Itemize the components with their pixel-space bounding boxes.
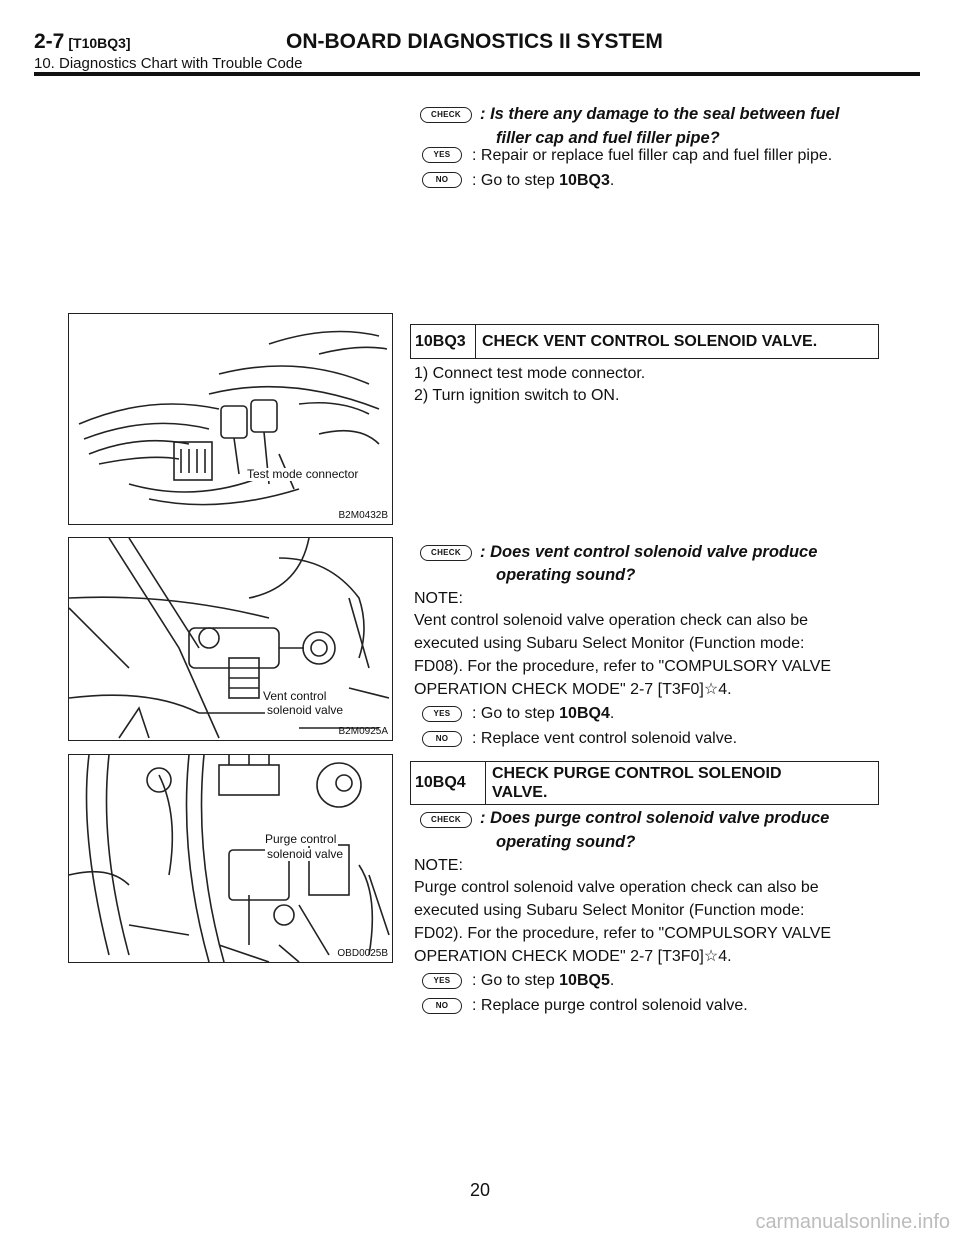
- check-icon: CHECK: [420, 812, 472, 828]
- note-line: FD02). For the procedure, refer to "COMPULSORY VALVE: [414, 925, 832, 942]
- figure-label-line1: Purge control: [265, 832, 337, 846]
- figure-label: Test mode connector: [247, 467, 359, 481]
- figure-code: B2M0432B: [338, 510, 388, 521]
- yes-icon: YES: [422, 706, 462, 722]
- section-number: 2-7 [T10BQ3]: [34, 30, 131, 53]
- no-icon: NO: [422, 731, 462, 747]
- figure-vent-control-solenoid: [68, 537, 393, 741]
- yes-result: : Repair or replace fuel filler cap and fuel filler pipe.: [472, 147, 833, 164]
- step-id: 10BQ4: [411, 762, 486, 804]
- note-line: executed using Subaru Select Monitor (Function mode:: [414, 635, 805, 652]
- figure-label-line1: Vent control: [263, 689, 327, 703]
- no-result: : Go to step 10BQ3.: [472, 172, 615, 189]
- yes-icon: YES: [422, 147, 462, 163]
- check-question-line2: filler cap and fuel filler pipe?: [496, 129, 720, 147]
- figure-label-line2: solenoid valve: [267, 847, 344, 861]
- no-icon: NO: [422, 172, 462, 188]
- step-title: CHECK VENT CONTROL SOLENOID VALVE.: [482, 333, 818, 350]
- note-line: Vent control solenoid valve operation check can also be: [414, 612, 809, 629]
- step-id: 10BQ3: [411, 325, 476, 358]
- no-result: : Replace vent control solenoid valve.: [472, 730, 738, 747]
- note-line: OPERATION CHECK MODE" 2-7 [T3F0]☆4.: [414, 681, 732, 698]
- figure-label-line2: solenoid valve: [267, 703, 344, 717]
- note-label: NOTE:: [414, 590, 463, 607]
- no-result: : Replace purge control solenoid valve.: [472, 997, 748, 1014]
- figure-code: B2M0925A: [338, 726, 388, 737]
- page-number: 20: [469, 1180, 491, 1200]
- step-title: CHECK PURGE CONTROL SOLENOID VALVE.: [492, 765, 782, 801]
- check-question-line2: operating sound?: [496, 833, 636, 851]
- step-item: 2) Turn ignition switch to ON.: [414, 387, 620, 404]
- figure-purge-control-solenoid: [68, 754, 393, 963]
- note-label: NOTE:: [414, 857, 463, 874]
- engine-illustration-1: [69, 314, 392, 524]
- figure-code: OBD0025B: [337, 948, 388, 959]
- check-question-line2: operating sound?: [496, 566, 636, 584]
- check-question-line1: : Is there any damage to the seal between fuel: [480, 105, 840, 123]
- header-rule: [34, 72, 920, 76]
- yes-result: : Go to step 10BQ5.: [472, 972, 615, 989]
- figure-test-mode-connector: [68, 313, 393, 525]
- page-subtitle: 10. Diagnostics Chart with Trouble Code: [34, 55, 303, 72]
- section-code: [T10BQ3]: [68, 35, 131, 51]
- yes-icon: YES: [422, 973, 462, 989]
- no-icon: NO: [422, 998, 462, 1014]
- watermark: carmanualsonline.info: [755, 1211, 950, 1233]
- note-line: FD08). For the procedure, refer to "COMPULSORY VALVE: [414, 658, 832, 675]
- note-line: OPERATION CHECK MODE" 2-7 [T3F0]☆4.: [414, 948, 732, 965]
- page-title: ON-BOARD DIAGNOSTICS II SYSTEM: [286, 30, 663, 53]
- check-icon: CHECK: [420, 107, 472, 123]
- step-item: 1) Connect test mode connector.: [414, 365, 646, 382]
- yes-result: : Go to step 10BQ4.: [472, 705, 615, 722]
- step-box-10bq4: [410, 761, 879, 805]
- check-icon: CHECK: [420, 545, 472, 561]
- check-question-line1: : Does purge control solenoid valve produce: [480, 809, 830, 827]
- step-link: 10BQ3: [559, 172, 610, 189]
- step-link: 10BQ4: [559, 705, 610, 722]
- note-line: Purge control solenoid valve operation check can also be: [414, 879, 819, 896]
- check-question-line1: : Does vent control solenoid valve produce: [480, 543, 818, 561]
- step-box-10bq3: [410, 324, 879, 359]
- step-link: 10BQ5: [559, 972, 610, 989]
- note-line: executed using Subaru Select Monitor (Function mode:: [414, 902, 805, 919]
